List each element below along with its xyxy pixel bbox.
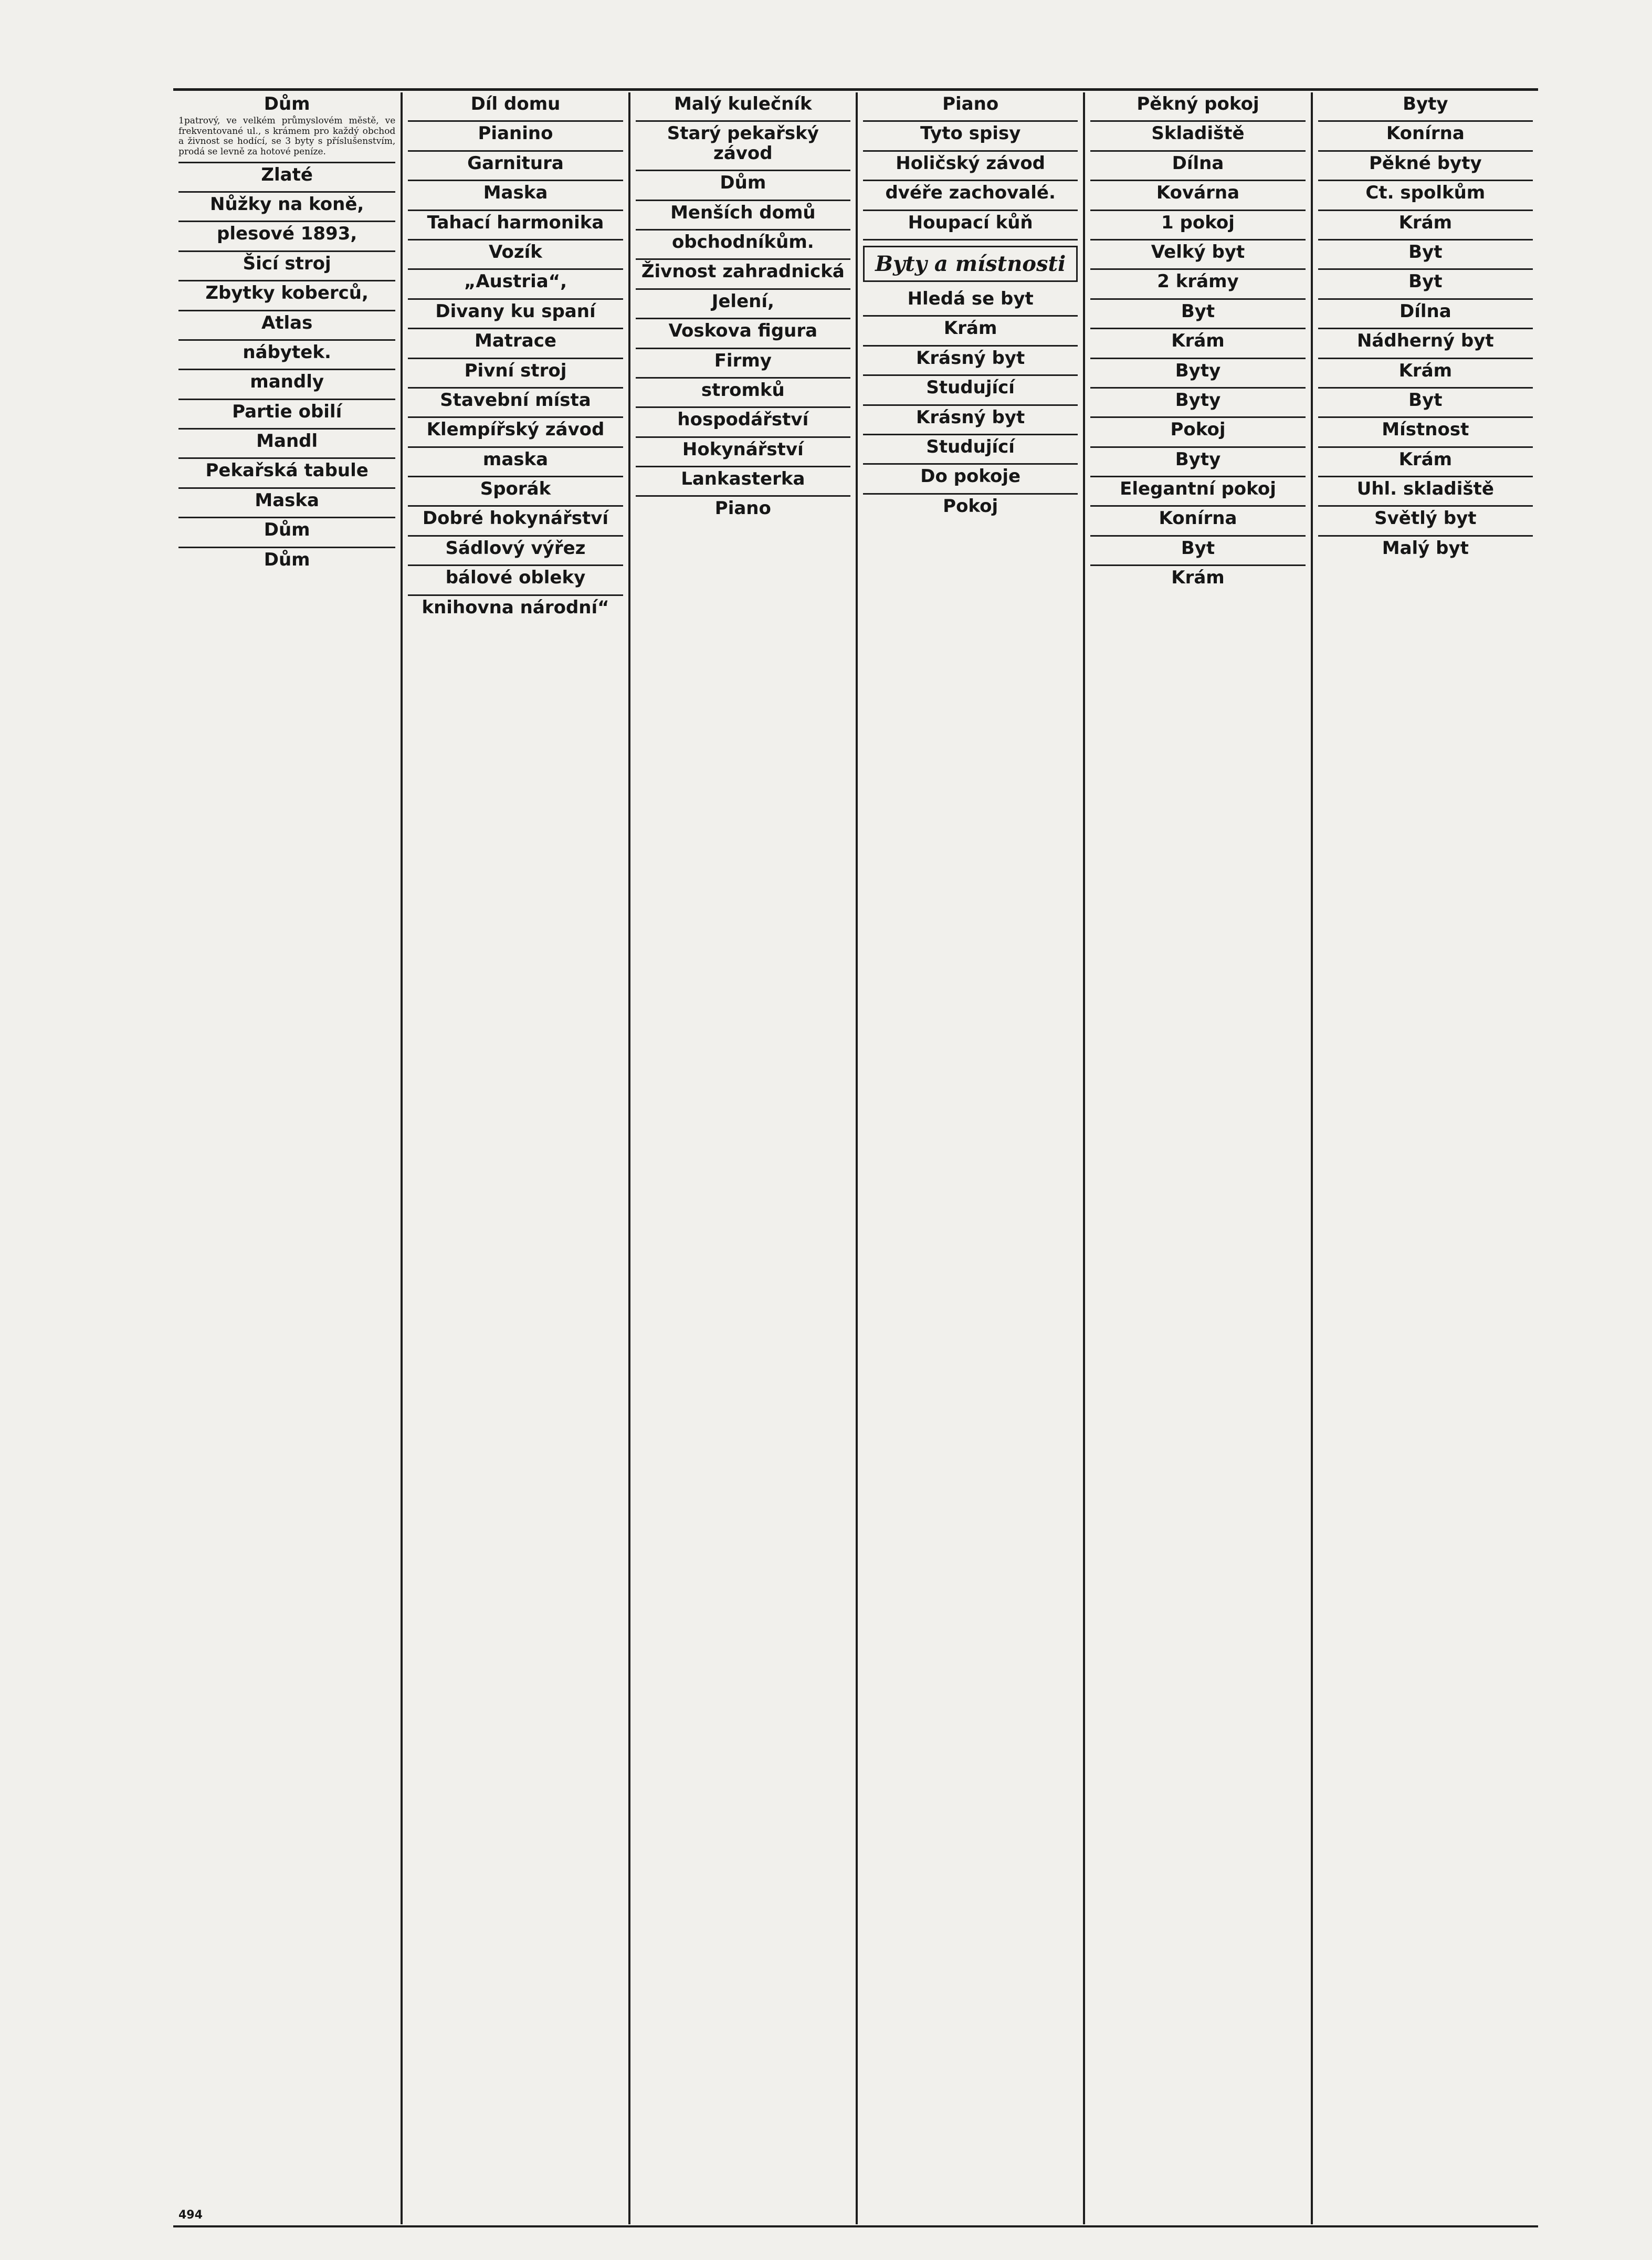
ad-heading: Holičský závod bbox=[896, 152, 1046, 174]
classified-ad bbox=[408, 270, 623, 299]
classified-ad bbox=[1090, 566, 1305, 594]
ad-heading: Dům bbox=[264, 549, 310, 570]
classified-ad bbox=[408, 537, 623, 566]
ad-heading: Menších domů bbox=[670, 202, 816, 223]
ad-heading: Elegantní pokoj bbox=[1120, 478, 1276, 500]
classified-ad bbox=[863, 347, 1078, 376]
classified-ad bbox=[1090, 329, 1305, 359]
classified-ad bbox=[178, 341, 395, 370]
ad-heading: Konírna bbox=[1159, 508, 1237, 529]
classified-ad bbox=[1090, 181, 1305, 211]
ad-heading: Starý pekařský závod bbox=[667, 123, 819, 164]
ad-heading: Garnitura bbox=[467, 152, 564, 174]
classified-ad bbox=[408, 92, 623, 122]
ad-heading: Byty bbox=[1403, 93, 1448, 114]
classified-ad bbox=[636, 122, 850, 171]
classified-ad bbox=[1318, 537, 1533, 564]
column-2 bbox=[401, 92, 628, 2224]
classified-ad bbox=[178, 489, 395, 518]
ad-heading: plesové 1893, bbox=[217, 223, 357, 245]
ad-heading: Šicí stroj bbox=[243, 253, 331, 274]
ad-heading: Firmy bbox=[714, 350, 772, 371]
ad-heading: Sporák bbox=[480, 478, 551, 500]
column-4 bbox=[856, 92, 1083, 2224]
classified-ad bbox=[1318, 507, 1533, 536]
top-rule bbox=[173, 88, 1538, 91]
ad-heading: Nůžky na koně, bbox=[210, 193, 364, 215]
classified-ad bbox=[408, 240, 623, 270]
classified-ad bbox=[636, 231, 850, 260]
classified-ad bbox=[636, 497, 850, 525]
ad-heading: Klempířský závod bbox=[426, 419, 605, 441]
ad-heading: Divany ku spaní bbox=[435, 300, 596, 322]
ad-heading: Partie obilí bbox=[232, 401, 342, 422]
classified-ad bbox=[636, 349, 850, 379]
ad-heading: Velký byt bbox=[1151, 241, 1245, 263]
column-5 bbox=[1083, 92, 1310, 2224]
section-title: Byty a místnosti bbox=[875, 251, 1066, 276]
classified-ad bbox=[178, 222, 395, 252]
classified-ad bbox=[636, 438, 850, 467]
classified-ad bbox=[1318, 300, 1533, 329]
ad-heading: Krásný byt bbox=[916, 406, 1025, 428]
page-number: 494 bbox=[178, 2209, 203, 2222]
ad-heading: 1 pokoj bbox=[1161, 212, 1235, 233]
ad-heading: Pokoj bbox=[1170, 419, 1226, 441]
ad-heading: Dům bbox=[264, 519, 310, 541]
classified-ad bbox=[863, 435, 1078, 465]
classified-ad bbox=[408, 181, 623, 211]
ad-heading: stromků bbox=[701, 379, 785, 401]
ad-heading: Byt bbox=[1181, 300, 1215, 322]
ad-heading: Byt bbox=[1408, 389, 1443, 411]
ad-heading: Byty bbox=[1175, 389, 1221, 411]
ad-heading: Pěkný pokoj bbox=[1137, 93, 1259, 114]
classified-ad bbox=[863, 122, 1078, 151]
classified-ad bbox=[1090, 418, 1305, 447]
classified-ad bbox=[408, 329, 623, 359]
classified-ad bbox=[1090, 507, 1305, 536]
ad-heading: Piano bbox=[714, 498, 771, 519]
classified-ad bbox=[1318, 359, 1533, 389]
ad-heading: Pěkné byty bbox=[1369, 152, 1482, 174]
classified-ad bbox=[1318, 418, 1533, 447]
ad-heading: Maska bbox=[255, 489, 319, 511]
ad-heading: Dům bbox=[264, 93, 310, 114]
classified-ad bbox=[178, 370, 395, 400]
ad-heading: Matrace bbox=[475, 330, 556, 352]
ad-heading: Hokynářství bbox=[682, 438, 804, 460]
ad-heading: Jelení, bbox=[711, 290, 774, 312]
ad-heading: Pivní stroj bbox=[464, 360, 567, 381]
classified-ad bbox=[178, 459, 395, 488]
classified-ad bbox=[1090, 211, 1305, 240]
classified-ad bbox=[863, 152, 1078, 181]
ad-heading: Byt bbox=[1408, 241, 1443, 263]
classified-ad bbox=[178, 400, 395, 430]
classified-ad bbox=[863, 181, 1078, 211]
classified-ad bbox=[408, 418, 623, 447]
classified-ad bbox=[636, 290, 850, 319]
ad-heading: Místnost bbox=[1382, 419, 1469, 441]
ad-heading: Mandl bbox=[256, 431, 318, 452]
ad-heading: Světlý byt bbox=[1374, 508, 1477, 529]
ad-heading: knihovna národní“ bbox=[422, 597, 609, 618]
ad-heading: Voskova figura bbox=[668, 320, 818, 342]
ad-heading: Malý kulečník bbox=[674, 93, 812, 114]
classified-ad bbox=[1090, 92, 1305, 122]
ad-heading: Dobré hokynářství bbox=[422, 508, 609, 529]
classified-ad bbox=[1318, 389, 1533, 418]
classified-ad bbox=[178, 163, 395, 193]
classified-ad bbox=[863, 465, 1078, 494]
classified-ad bbox=[178, 193, 395, 222]
ad-heading: Malý byt bbox=[1382, 537, 1469, 559]
ad-heading: 2 krámy bbox=[1157, 271, 1239, 292]
ad-heading: Konírna bbox=[1386, 123, 1465, 144]
ad-heading: Dům bbox=[720, 172, 766, 194]
classified-ad bbox=[1090, 448, 1305, 477]
classified-ad bbox=[636, 260, 850, 289]
section-heading-box bbox=[863, 246, 1078, 282]
classified-ad bbox=[408, 122, 623, 151]
classified-ad bbox=[408, 566, 623, 595]
classified-ad bbox=[408, 152, 623, 181]
classified-ad bbox=[863, 317, 1078, 346]
column-3 bbox=[628, 92, 856, 2224]
ad-heading: Živnost zahradnická bbox=[641, 261, 845, 282]
ad-heading: Uhl. skladiště bbox=[1356, 478, 1494, 500]
classified-ad bbox=[1318, 122, 1533, 151]
classified-ad bbox=[1090, 152, 1305, 181]
classified-ad bbox=[178, 548, 395, 576]
ad-heading: Byt bbox=[1181, 537, 1215, 559]
classified-ad bbox=[1090, 270, 1305, 299]
classified-ad bbox=[178, 430, 395, 459]
ad-heading: Piano bbox=[942, 93, 999, 114]
ad-heading: Pokoj bbox=[943, 495, 998, 517]
classified-ad bbox=[178, 281, 395, 311]
classified-ad bbox=[408, 211, 623, 240]
ad-heading: Zlaté bbox=[261, 164, 313, 185]
ad-heading: Zbytky koberců, bbox=[205, 282, 369, 304]
ad-heading: Tyto spisy bbox=[920, 123, 1021, 144]
ad-heading: Hledá se byt bbox=[907, 288, 1034, 309]
classified-ad bbox=[636, 171, 850, 201]
classified-ad bbox=[408, 448, 623, 477]
classified-ad bbox=[1090, 389, 1305, 418]
classified-ad bbox=[1090, 477, 1305, 507]
column-6 bbox=[1311, 92, 1538, 2224]
ad-body: 1patrový, ve velkém průmyslovém městě, ve frekventované ul., s krámem pro každý obchod a živnost se hodící, se 3 byty s příslušenstvím, prodá se levně za hotové peníze. bbox=[178, 116, 396, 158]
ad-heading: Krásný byt bbox=[916, 347, 1025, 369]
classified-ad bbox=[636, 201, 850, 231]
ad-heading: Dílna bbox=[1399, 300, 1451, 322]
ad-heading: Pekařská tabule bbox=[205, 460, 369, 482]
classified-ad bbox=[1090, 300, 1305, 329]
classified-ad bbox=[1318, 92, 1533, 122]
ad-heading: Pianino bbox=[478, 123, 553, 144]
classified-ad bbox=[1318, 211, 1533, 240]
ad-heading: maska bbox=[482, 448, 549, 470]
classified-ad bbox=[863, 495, 1078, 522]
ad-heading: Tahací harmonika bbox=[427, 212, 604, 233]
ad-heading: Krám bbox=[1398, 212, 1453, 233]
classified-ad bbox=[636, 408, 850, 437]
classified-ad bbox=[863, 376, 1078, 405]
ad-heading: „Austria“, bbox=[464, 271, 567, 292]
classified-ad bbox=[408, 477, 623, 507]
ad-heading: Díl domu bbox=[470, 93, 561, 114]
ad-heading: hospodářství bbox=[677, 409, 809, 431]
ad-heading: Skladiště bbox=[1151, 123, 1245, 144]
ad-heading: Krám bbox=[1171, 567, 1225, 589]
classified-ad bbox=[178, 252, 395, 281]
ad-heading: Vozík bbox=[489, 241, 542, 263]
classified-ad bbox=[636, 92, 850, 122]
classified-ad bbox=[1090, 537, 1305, 566]
classified-ad bbox=[1318, 477, 1533, 507]
ad-heading: Byty bbox=[1175, 448, 1221, 470]
ad-heading: mandly bbox=[250, 371, 324, 393]
classified-ad bbox=[1090, 122, 1305, 151]
ad-heading: Studující bbox=[926, 436, 1015, 457]
ad-heading: Krám bbox=[1398, 360, 1453, 381]
ad-heading: Studující bbox=[926, 377, 1015, 399]
classified-ad bbox=[178, 92, 395, 163]
classified-ad bbox=[1318, 181, 1533, 211]
classified-ad bbox=[863, 211, 1078, 240]
ad-heading: Do pokoje bbox=[920, 466, 1021, 487]
classified-ad bbox=[408, 596, 623, 624]
ad-heading: Sádlový výřez bbox=[445, 537, 586, 559]
classified-ad bbox=[636, 467, 850, 497]
classified-columns bbox=[173, 92, 1538, 2224]
classified-ad bbox=[408, 389, 623, 418]
ad-heading: Ct. spolkům bbox=[1365, 182, 1486, 204]
classified-ad bbox=[1318, 270, 1533, 299]
classified-ad bbox=[1090, 359, 1305, 389]
ad-heading: Byty bbox=[1175, 360, 1221, 381]
bottom-rule bbox=[173, 2225, 1538, 2227]
ad-heading: Houpací kůň bbox=[908, 212, 1033, 233]
classified-ad bbox=[178, 311, 395, 341]
classified-ad bbox=[408, 300, 623, 329]
ad-heading: Lankasterka bbox=[681, 468, 805, 490]
classified-ad bbox=[636, 379, 850, 408]
ad-heading: Byt bbox=[1408, 271, 1443, 292]
ad-heading: nábytek. bbox=[243, 341, 331, 363]
classified-ad bbox=[1318, 329, 1533, 359]
classified-ad bbox=[1090, 240, 1305, 270]
ad-heading: Krám bbox=[943, 318, 997, 339]
classified-ad bbox=[1318, 448, 1533, 477]
ad-heading: Krám bbox=[1171, 330, 1225, 352]
column-1 bbox=[173, 92, 401, 2224]
ad-heading: Kovárna bbox=[1156, 182, 1240, 204]
ad-heading: Stavební místa bbox=[440, 389, 591, 411]
classified-ad bbox=[178, 518, 395, 548]
ad-heading: Dílna bbox=[1172, 152, 1224, 174]
classified-ad bbox=[863, 406, 1078, 435]
ad-heading: Maska bbox=[483, 182, 548, 204]
classified-ad bbox=[636, 319, 850, 349]
classified-ad bbox=[1318, 152, 1533, 181]
classified-ad bbox=[408, 507, 623, 536]
classified-ad bbox=[408, 359, 623, 389]
ad-heading: Atlas bbox=[261, 312, 313, 333]
ad-heading: Krám bbox=[1398, 448, 1453, 470]
ad-heading: Nádherný byt bbox=[1356, 330, 1494, 352]
ad-heading: obchodníkům. bbox=[671, 231, 814, 253]
classified-ad bbox=[863, 287, 1078, 317]
ad-heading: bálové obleky bbox=[445, 567, 586, 589]
classified-ad bbox=[1318, 240, 1533, 270]
classified-ad bbox=[863, 92, 1078, 122]
ad-heading: dvéře zachovalé. bbox=[885, 182, 1056, 204]
